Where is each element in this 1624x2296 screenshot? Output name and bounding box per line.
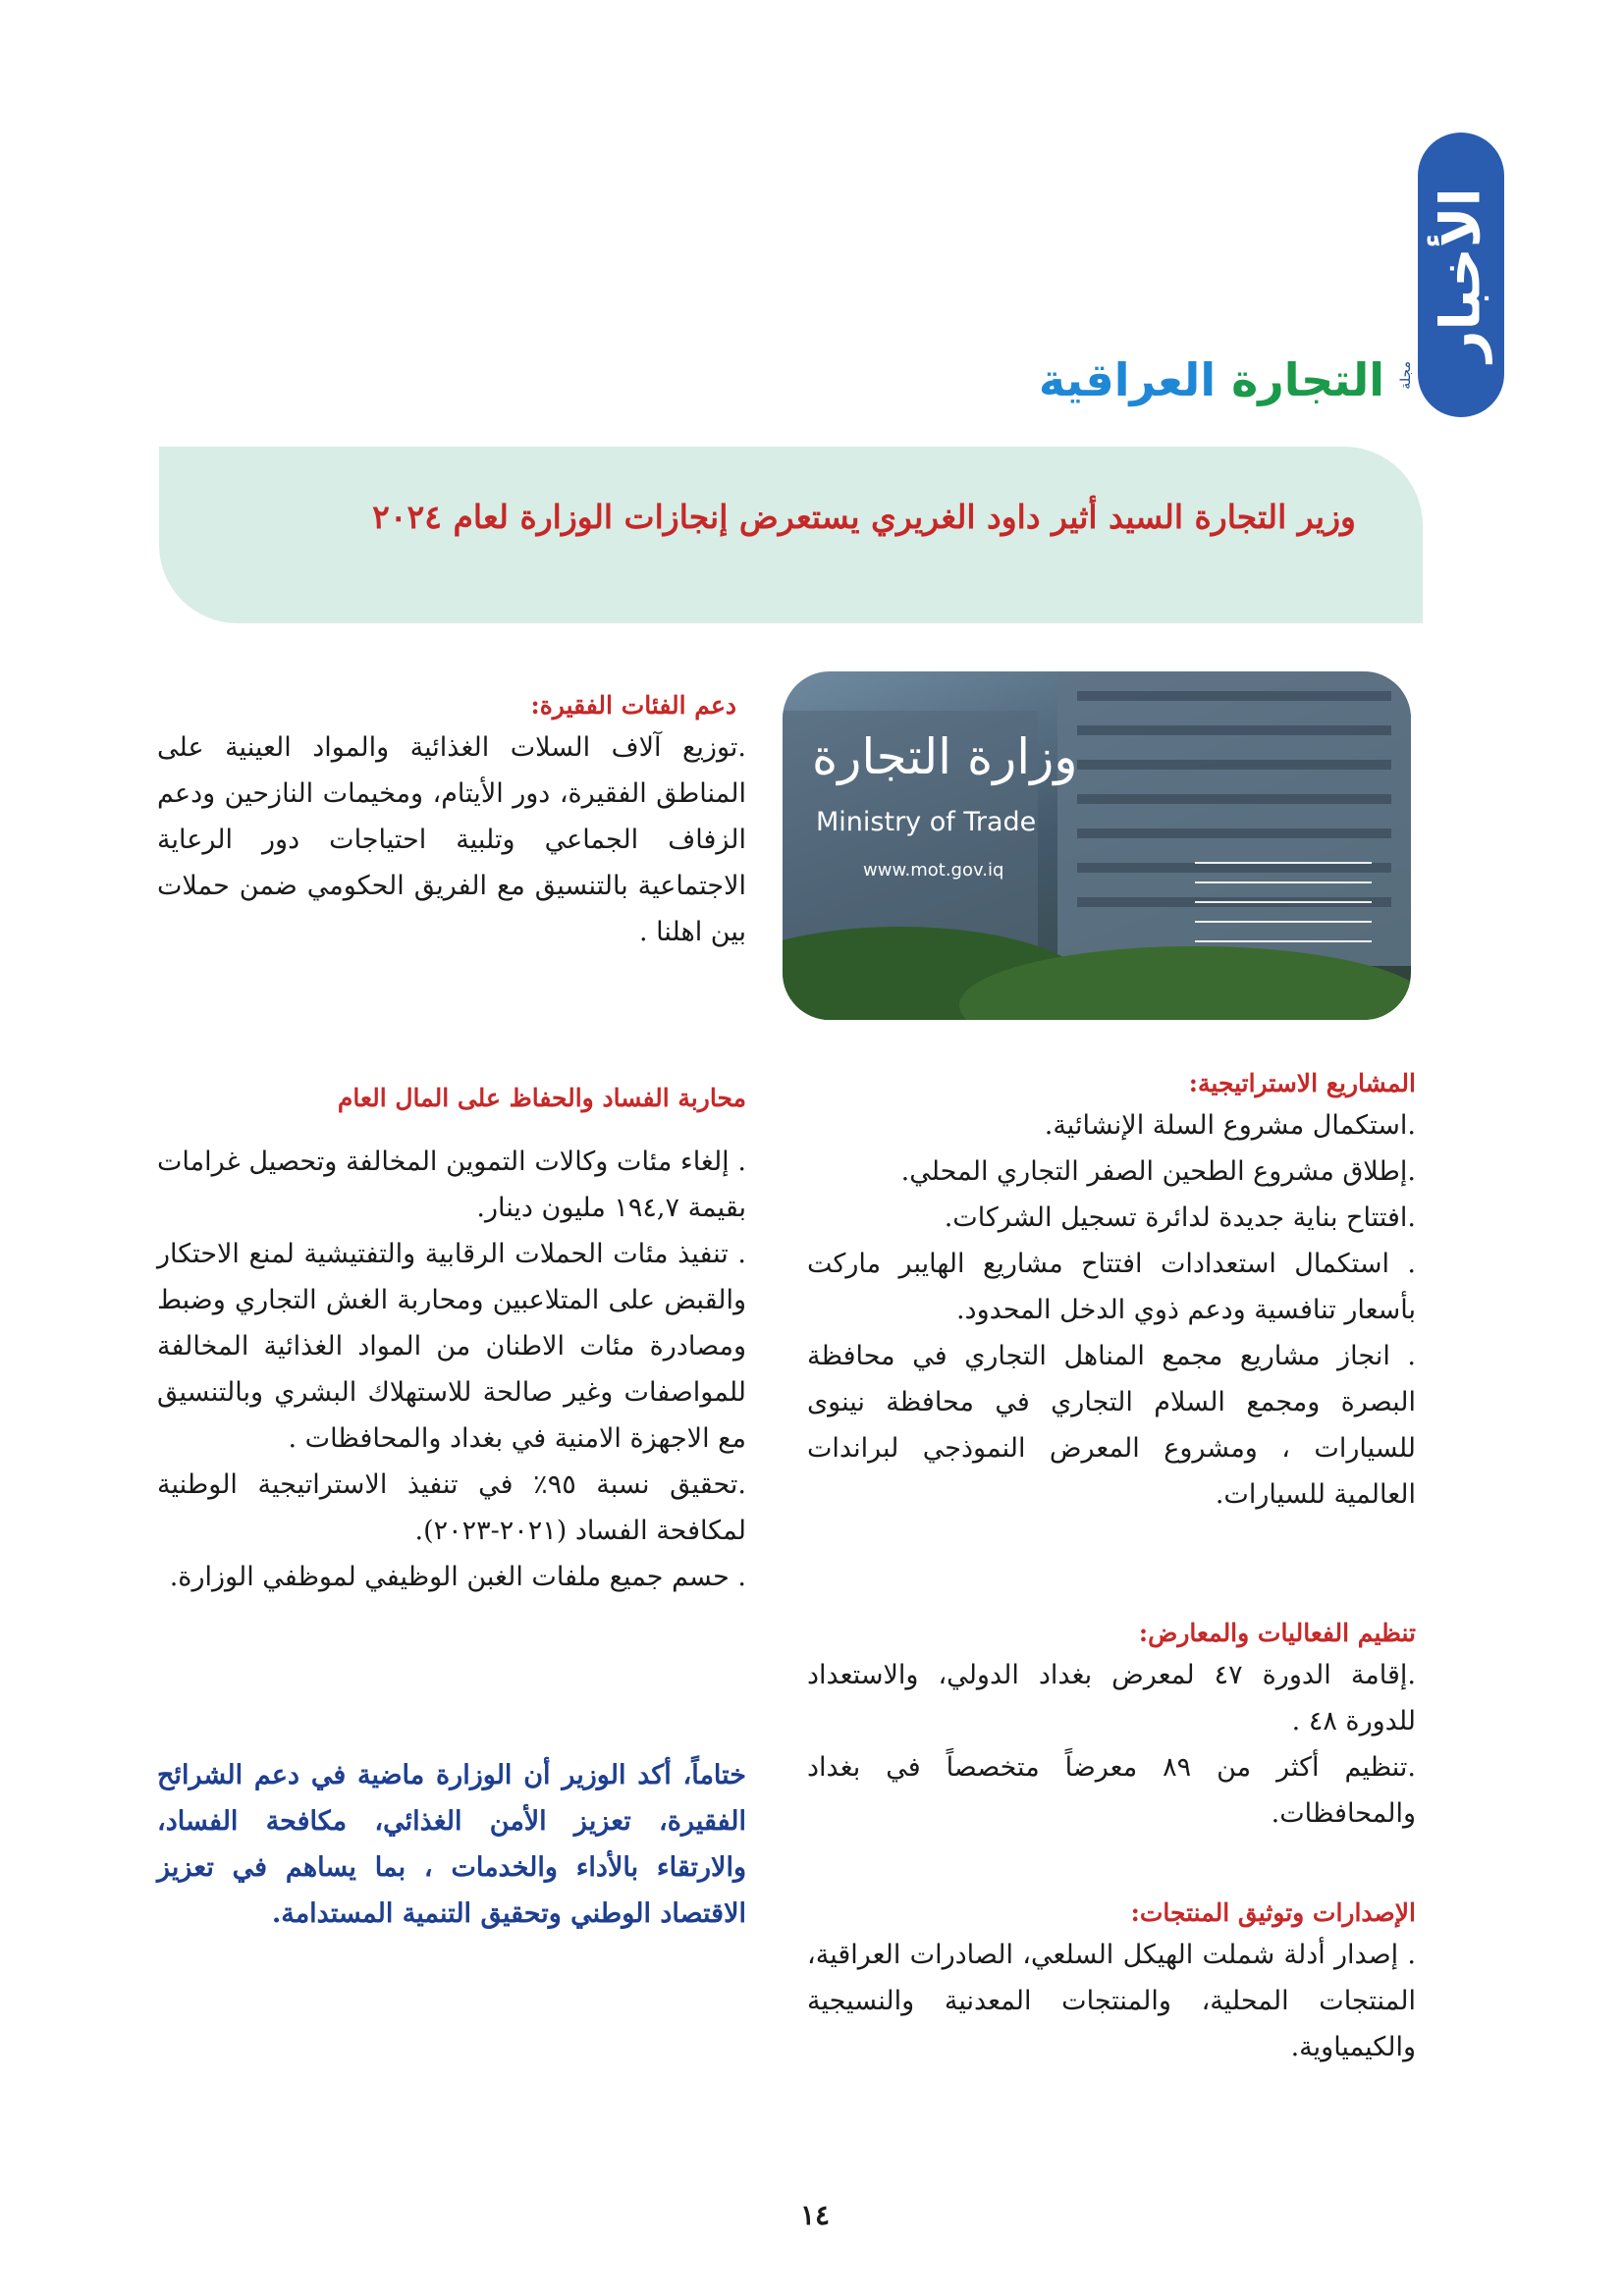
list-item: . انجاز مشاريع مجمع المناهل التجاري في محافظة البصرة ومجمع السلام التجاري في محافظة نينوى للسيارات ، ومشروع المعرض النموذجي لبراندات العالمية للسيارات.: [807, 1341, 1416, 1510]
list-item: .استكمال مشروع السلة الإنشائية.: [1044, 1110, 1416, 1141]
list-item: .تنظيم أكثر من ٨٩ معرضاً متخصصاً في بغداد والمحافظات.: [807, 1752, 1416, 1829]
poor-support-section: [157, 687, 746, 955]
closing-paragraph: ختاماً، أكد الوزير أن الوزارة ماضية في دعم الشرائح الفقيرة، تعزيز الأمن الغذائي، مكافحة الفساد، والارتقاء بالأداء والخدمات ، بما يساهم في تعزيز الاقتصاد الوطني وتحقيق التنمية المستدامة.: [157, 1760, 746, 1929]
list-item: . إصدار أدلة شملت الهيكل السلعي، الصادرات العراقية، المنتجات المحلية، والمنتجات المعدنية والنسيجية والكيمياوية.: [807, 1940, 1416, 2062]
anti-corruption-section: [157, 1080, 746, 1600]
section-tab: [1418, 133, 1504, 417]
photo-english-sign: Ministry of Trade: [816, 807, 1037, 837]
page-number: ١٤: [799, 2199, 831, 2231]
section-heading: محاربة الفساد والحفاظ على المال العام: [337, 1084, 746, 1112]
list-item: .إطلاق مشروع الطحين الصفر التجاري المحلي.: [900, 1156, 1416, 1187]
closing-section: [157, 1752, 746, 1937]
logo-title-b: العراقية: [1038, 353, 1232, 406]
headline-band: [159, 447, 1423, 623]
section-heading: المشاريع الاستراتيجية:: [1188, 1069, 1416, 1097]
article-headline: وزير التجارة السيد أثير داود الغريري يستعرض إنجازات الوزارة لعام ٢٠٢٤: [372, 498, 1356, 536]
section-tab-label: الأخبار: [1429, 187, 1493, 362]
strategic-projects-section: [807, 1065, 1416, 1518]
logo-title-a: التجارة: [1231, 353, 1384, 406]
publications-section: [807, 1895, 1416, 2070]
list-item: .تحقيق نسبة ٩٥٪ في تنفيذ الاستراتيجية الوطنية لمكافحة الفساد (٢٠٢١-٢٠٢٣).: [157, 1469, 746, 1546]
photo-arabic-sign: وزارة التجارة: [812, 728, 1078, 785]
logo-small-label: مجلة: [1398, 361, 1414, 390]
logo-title: [1039, 353, 1384, 406]
magazine-logo: [1038, 353, 1414, 427]
list-item: .إقامة الدورة ٤٧ لمعرض بغداد الدولي، والاستعداد للدورة ٤٨ .: [807, 1660, 1416, 1736]
list-item: . حسم جميع ملفات الغبن الوظيفي لموظفي الوزارة.: [169, 1562, 746, 1592]
photo-url: www.mot.gov.iq: [863, 860, 1004, 881]
list-item: .افتتاح بناية جديدة لدائرة تسجيل الشركات.: [944, 1202, 1416, 1233]
section-heading: تنظيم الفعاليات والمعارض:: [1138, 1619, 1416, 1647]
poor-support-body: .توزيع آلاف السلات الغذائية والمواد العينية على المناطق الفقيرة، دور الأيتام، ومخيمات النازحين ودعم الزفاف الجماعي وتلبية احتياجات دور الرعاية الاجتماعية بالتنسيق مع الفريق الحكومي ضمن حملات بين اهلنا .: [157, 732, 746, 947]
section-heading: الإصدارات وتوثيق المنتجات:: [1130, 1898, 1416, 1927]
list-item: . إلغاء مئات وكالات التموين المخالفة وتحصيل غرامات بقيمة ١٩٤,٧ مليون دينار.: [157, 1147, 746, 1223]
section-heading: دعم الفئات الفقيرة:: [530, 691, 736, 720]
list-item: . استكمال استعدادات افتتاح مشاريع الهايبر ماركت بأسعار تنافسية ودعم ذوي الدخل المحدود.: [807, 1249, 1416, 1325]
ministry-photo: [783, 671, 1411, 1020]
building-illustration: [783, 671, 1411, 1020]
events-section: [807, 1615, 1416, 1837]
list-item: . تنفيذ مئات الحملات الرقابية والتفتيشية لمنع الاحتكار والقبض على المتلاعبين ومحاربة الغش التجاري وضبط ومصادرة مئات الاطنان من المواد الغذائية المخالفة للمواصفات وغير صالحة للاستهلاك البشري وبالتنسيق مع الاجهزة الامنية في بغداد والمحافظات .: [157, 1239, 746, 1454]
